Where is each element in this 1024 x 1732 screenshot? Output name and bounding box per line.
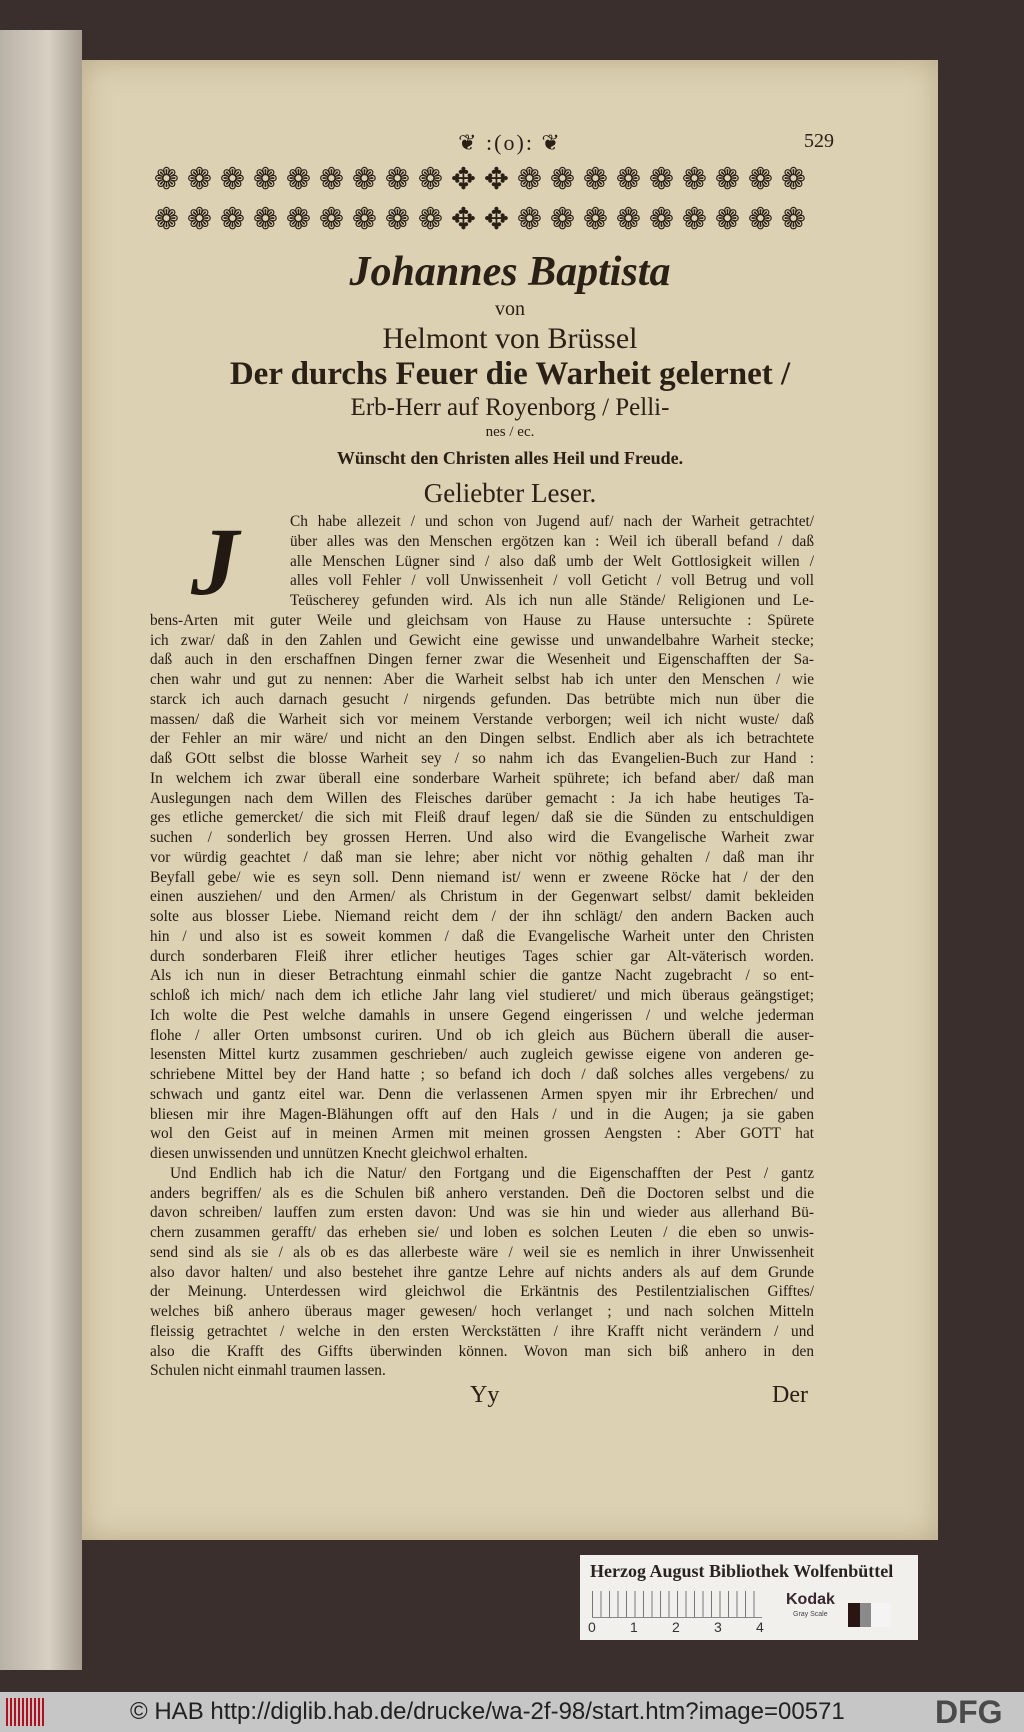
ornament-flower-icon: ✥ — [483, 203, 510, 236]
dfg-logo: DFG — [935, 1694, 1003, 1730]
text-line: Ch habe allezeit / und schon von Jugend auf/ nach der Warheit getrachtet/ — [290, 513, 814, 530]
ornament-flower-icon: ❁ — [417, 203, 444, 236]
ornament-flower-icon: ❁ — [153, 203, 180, 236]
ruler-label: 1 — [630, 1619, 638, 1635]
ornament-flower-icon: ❁ — [384, 203, 411, 236]
text-line: lesensten Mittel kurtz zusammen geschrieben/ auch zugleich gewisse eigene von anderen ge- — [150, 1046, 814, 1064]
ornament-flower-icon: ❁ — [285, 163, 312, 196]
text-line: schriebene Mittel bey der Hand hatte ; so befand ich doch / daß solches alles vergebens/ zu — [150, 1066, 814, 1083]
text-line: also die Krafft des Giffts überwinden können. Wovon man sich biß anhero in den — [150, 1342, 814, 1360]
text-line: einen ausziehen/ und den Armen/ als Christum in der Gegenwart selbst/ damit bekleiden — [150, 888, 814, 906]
text-line: schloß ich mich/ nach dem ich etliche Jahr lang viel studieret/ und mich überaus geängstiget; — [150, 987, 814, 1004]
ornament-flower-icon: ❁ — [681, 163, 708, 196]
text-line: Teüscherey gefunden wird. Als ich nun alle Stände/ Religionen und Le- — [290, 592, 814, 609]
ornament-flower-icon: ❁ — [648, 163, 675, 196]
ornament-flower-icon: ❁ — [351, 203, 378, 236]
ornament-flower-icon: ❁ — [153, 163, 180, 196]
salutation: Geliebter Leser. — [423, 478, 597, 508]
text-line: massen/ daß die Warheit sich vor meinem Verstande verborgen; weil ich nicht wuste/ daß — [150, 710, 814, 728]
ornament-flower-icon: ❁ — [780, 163, 807, 196]
ornament-flower-icon: ❁ — [780, 203, 807, 236]
text-line: davon schreiben/ lauffen zum ersten davon: Und was sie hin und wieder aus allerhand Bü- — [150, 1204, 814, 1222]
ornament-flower-icon: ✥ — [450, 163, 477, 196]
text-line: hin / und also ist es soweit kommen / daß die Evangelische Warheit unter den Christen — [150, 927, 814, 945]
signature-mark: Yy — [470, 1382, 500, 1408]
text-line: durch sonderbaren Fleiß ihrer etlicher heutiges Tages schier gar Alt-väterisch worden. — [150, 947, 814, 965]
decorative-border-ornament — [150, 160, 810, 240]
gray-swatch-light — [871, 1603, 891, 1627]
ornament-flower-icon: ❁ — [219, 203, 246, 236]
ornament-flower-icon: ❁ — [516, 163, 543, 196]
text-line: ges etliche gemercket/ die sich mit Fleiß drauf legen/ daß sie die Sünden zu entschuldigen — [150, 809, 814, 827]
text-line: bliesen mir ihre Magen-Blähungen offt auf den Hals / und in die Augen; ja sie gaben — [150, 1105, 814, 1123]
subtitle: Der durchs Feuer die Warheit gelernet / — [229, 356, 791, 392]
gray-scale-label: Gray Scale — [793, 1611, 828, 1618]
text-line: Beyfall gebe/ wie es seyn soll. Denn niemand ist/ wenn er zweene Röcke hat / der den — [150, 868, 814, 886]
ruler-label: 2 — [672, 1619, 680, 1635]
text-line: Als ich nun in dieser Betrachtung einmahl schier die gantze Nacht zugebracht / so ent- — [150, 967, 814, 985]
running-head: ❦ :(o): ❦ — [458, 130, 562, 155]
text-line: daß GOtt selbst die blosse Warheit sey / so nahm ich das Evangelien-Buch zur Hand : — [150, 750, 814, 767]
text-line: ich zwar/ daß in den Zahlen und Gewicht eine gewisse und unwandelbahre Warheit stecke; — [150, 631, 814, 649]
kodak-brand: Kodak — [786, 1591, 835, 1608]
ornament-flower-icon: ❁ — [285, 203, 312, 236]
hab-logo-icon — [6, 1698, 46, 1726]
ornament-flower-icon: ❁ — [252, 163, 279, 196]
ornament-flower-icon: ❁ — [582, 163, 609, 196]
text-line: fleissig getrachtet / welche in den ersten Werckstätten / ihre Krafft nicht verändern / und — [150, 1322, 814, 1340]
ornament-flower-icon: ✥ — [483, 163, 510, 196]
text-line: wol den Geist auf in meinen Armen mit meinen grossen Aengsten : Aber GOTT hat — [150, 1125, 814, 1143]
document-page — [82, 60, 938, 1540]
author-name: Helmont von Brüssel — [382, 322, 638, 355]
text-line: diesen unwissenden und unnützen Knecht gleichwol erhalten. — [150, 1145, 528, 1162]
ornament-flower-icon: ❁ — [219, 163, 246, 196]
ruler-scale — [592, 1591, 762, 1618]
page-number: 529 — [804, 130, 834, 152]
gray-swatch-mid — [860, 1603, 871, 1627]
body-text — [150, 508, 814, 1381]
text-line: chen wahr und gut zu nennen: Aber die Warheit selbst hab ich unter den Menschen / wie — [150, 671, 814, 688]
text-line: alles voll Fehler / voll Unwissenheit / voll Geticht / voll Betrug und voll — [290, 572, 814, 590]
ornament-flower-icon: ❁ — [318, 163, 345, 196]
ornament-flower-icon: ✥ — [450, 203, 477, 236]
text-line: über alles was den Menschen ergötzen kan : Weil ich überall befand / daß — [290, 532, 814, 550]
drop-cap: J — [191, 508, 239, 615]
ornament-flower-icon: ❁ — [615, 203, 642, 236]
text-line: Auslegungen nach dem Willen des Fleisches darüber gemacht : Ja ich habe heutiges Ta- — [150, 789, 814, 807]
text-line: der Meinung. Unterdessen wird gleichwol die Erkäntnis des Pestilentzialischen Gifftes/ — [150, 1283, 814, 1301]
text-line: anders begriffen/ als es die Schulen biß anhero verstanden. Deñ die Doctoren selbst und die — [150, 1184, 814, 1202]
greeting: Wünscht den Christen alles Heil und Freude. — [336, 448, 684, 468]
text-line: alle Menschen Lügner sind / also daß umb der Welt Gottlosigkeit willen / — [290, 552, 814, 570]
ornament-flower-icon: ❁ — [252, 203, 279, 236]
text-line: chern zusammen gerafft/ das erheben sie/ und loben es solchen Leuten / die eben so unwis- — [150, 1224, 814, 1241]
ornament-flower-icon: ❁ — [582, 203, 609, 236]
text-line: starck ich auch darnach gesucht / nirgends gefunden. Das betrübte mich nun über die — [150, 690, 814, 708]
ornament-flower-icon: ❁ — [549, 163, 576, 196]
text-line: der Fehler an mir wäre/ und nicht an den Dingen selbst. Endlich aber als ich betrachtete — [150, 730, 814, 748]
ornament-flower-icon: ❁ — [615, 163, 642, 196]
text-line: send sind als sie / als ob es das allerbeste wäre / weil sie es nemlich in ihrer Unwissenheit — [150, 1243, 814, 1261]
text-line: schwach und gantz eitel war. Denn die verlassenen Armen spyen mir ihr Erbrechen/ und — [150, 1085, 814, 1103]
ornament-flower-icon: ❁ — [648, 203, 675, 236]
text-line: flohe / aller Orten umbsonst curiren. Und ob ich gleich aus Büchern überall die auser- — [150, 1026, 814, 1044]
text-line: Ich wolte die Pest welche damahls in unsere Gegend eingerissen / und welche jederman — [150, 1006, 814, 1024]
ornament-flower-icon: ❁ — [747, 203, 774, 236]
text-line: Schulen nicht einmahl traumen lassen. — [150, 1362, 386, 1380]
text-line: suchen / sonderlich bey grossen Herren. Und also wird die Evangelische Warheit zwar — [150, 829, 814, 846]
text-line: Und Endlich hab ich die Natur/ den Fortgang und die Eigenschafften der Pest / gantz — [170, 1164, 814, 1182]
ornament-flower-icon: ❁ — [318, 203, 345, 236]
ornament-flower-icon: ❁ — [186, 203, 213, 236]
ornament-flower-icon: ❁ — [384, 163, 411, 196]
ornament-flower-icon: ❁ — [681, 203, 708, 236]
text-line: also davor halten/ und also bestehet ihre gantze Lehre auf nichts anders als auf dem Grunde — [150, 1263, 814, 1281]
lordship-continued: nes / ec. — [485, 424, 535, 440]
ornament-flower-icon: ❁ — [714, 203, 741, 236]
ornament-flower-icon: ❁ — [549, 203, 576, 236]
title: Johannes Baptista — [349, 249, 671, 295]
text-line: In welchem ich zwar überall eine sonderbare Warheit spührete; ich befand aber/ daß man — [150, 769, 814, 787]
footer-bar — [0, 1692, 1024, 1732]
ornament-flower-icon: ❁ — [417, 163, 444, 196]
ornament-flower-icon: ❁ — [186, 163, 213, 196]
library-scale-card — [580, 1555, 918, 1640]
ruler-label: 3 — [714, 1619, 722, 1635]
text-line: daß auch in den erschaffnen Dingen ferner zwar die Wesenheit und Eigenschafften der Sa- — [150, 651, 814, 669]
ornament-flower-icon: ❁ — [351, 163, 378, 196]
library-name: Herzog August Bibliothek Wolfenbüttel — [590, 1561, 894, 1581]
gray-swatch-dark — [848, 1603, 860, 1627]
title-von: von — [495, 298, 525, 320]
ruler-label: 0 — [588, 1619, 596, 1635]
catchword: Der — [772, 1382, 808, 1408]
ornament-flower-icon: ❁ — [747, 163, 774, 196]
adjacent-page-edge — [0, 30, 82, 1670]
text-line: vor würdig geachtet / daß man sie lehre; aber nicht vor nöthig gehalten / daß man ihr — [150, 848, 814, 866]
ruler-label: 4 — [756, 1619, 764, 1635]
text-line: welches biß anhero überaus mager gewesen/ hoch verlanget ; und nach solchen Mitteln — [150, 1303, 814, 1320]
text-line: solte aus blosser Liebe. Niemand reicht dem / der ihn schlägt/ den andern Backen auch — [150, 908, 814, 925]
lordship: Erb-Herr auf Royenborg / Pelli- — [350, 394, 670, 421]
text-line: bens-Arten mit guter Weile und gleichsam von Hause zu Hause untersuchte : Spürete — [150, 611, 814, 629]
ornament-flower-icon: ❁ — [516, 203, 543, 236]
ornament-flower-icon: ❁ — [714, 163, 741, 196]
copyright-url[interactable]: © HAB http://diglib.hab.de/drucke/wa-2f-98/start.htm?image=00571 — [130, 1698, 845, 1725]
